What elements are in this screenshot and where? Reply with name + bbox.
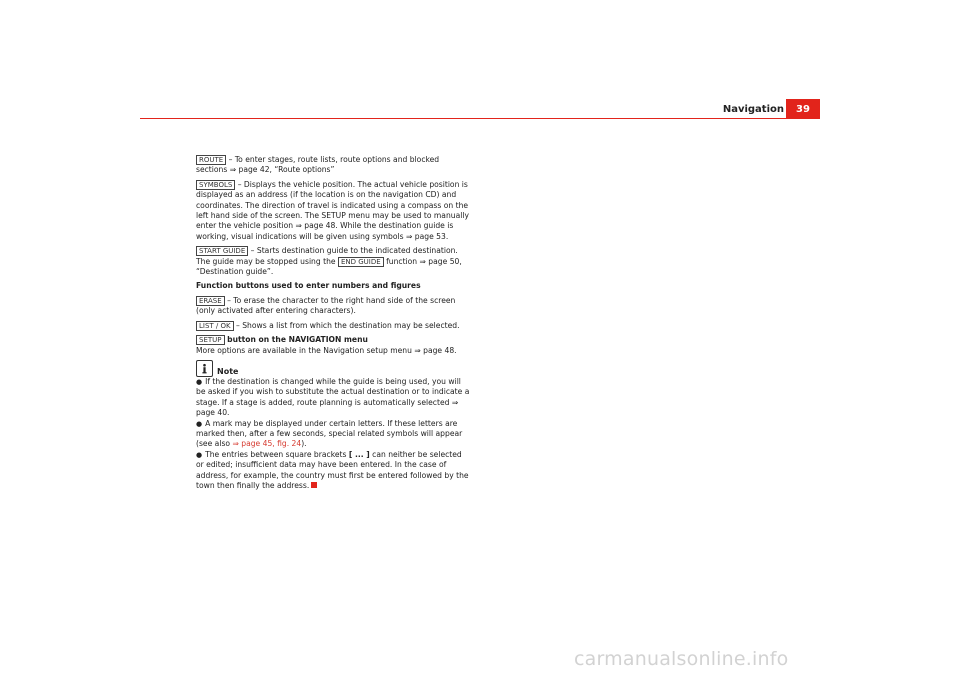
- symbols-text: – Displays the vehicle position. The actual vehicle position is displayed as an address (if the location is on the navigation CD) and coordinates. The direction of travel is indicated using a compass on the left hand side of the screen. The SETUP menu may be used to manually enter the vehicle position ⇒ page 48. While the destination guide is working, visual indications will be given using symbols ⇒ page 53.: [196, 179, 469, 241]
- page-header-title: Navigation: [722, 104, 784, 115]
- note-bullet-1: [196, 377, 471, 419]
- end-guide-button-label: END GUIDE: [338, 257, 384, 267]
- note-bullet-3-text: The entries between square brackets: [205, 449, 349, 459]
- erase-button-label: ERASE: [196, 296, 225, 306]
- end-of-section-icon: [311, 482, 317, 488]
- erase-text: – To erase the character to the right hand side of the screen (only activated after entering characters).: [196, 295, 456, 316]
- erase-paragraph: [196, 296, 471, 317]
- note-title: Note: [217, 366, 239, 376]
- note-block: [196, 360, 471, 491]
- bullet-icon: ●: [196, 419, 203, 428]
- start-guide-text-after: function ⇒ page 50, “Destination guide”.: [196, 256, 462, 277]
- start-guide-paragraph: [196, 246, 471, 277]
- symbols-button-label: SYMBOLS: [196, 180, 235, 190]
- list-ok-paragraph: [196, 321, 471, 331]
- note-heading: [196, 360, 471, 377]
- note-bullet-3: [196, 450, 471, 492]
- list-ok-text: – Shows a list from which the destination may be selected.: [233, 320, 460, 330]
- list-ok-button-label: LIST / OK: [196, 321, 234, 331]
- square-brackets-text: [ ... ]: [348, 449, 370, 459]
- note-bullet-2-end: ).: [301, 439, 307, 449]
- bullet-icon: ●: [196, 377, 203, 386]
- setup-button-label: SETUP: [196, 335, 225, 345]
- route-button-label: ROUTE: [196, 155, 226, 165]
- function-buttons-heading: Function buttons used to enter numbers and figures: [196, 281, 421, 291]
- symbols-paragraph: [196, 180, 471, 242]
- start-guide-button-label: START GUIDE: [196, 246, 248, 256]
- setup-heading: [196, 335, 471, 345]
- route-text: – To enter stages, route lists, route options and blocked sections ⇒ page 42, “Route options”: [196, 155, 440, 175]
- header-rule: [140, 118, 820, 119]
- note-bullet-1-text: If the destination is changed while the guide is being used, you will be asked if you wish to substitute the actual destination or to indicate a stage. If a stage is added, route planning is automatically selected ⇒ page 40.: [196, 376, 470, 418]
- note-bullet-2-text: A mark may be displayed under certain letters. If these letters are marked then, after a few seconds, special related symbols will appear (see also: [196, 418, 463, 449]
- route-paragraph: [196, 155, 471, 176]
- watermark-text: carmanualsonline.info: [574, 648, 789, 670]
- note-bullet-3-text-after: can neither be selected or edited; insufficient data may have been entered. In the case of address, for example, the country must first be entered followed by the town then finally the address.: [196, 449, 469, 490]
- more-options-text: More options are available in the Navigation setup menu ⇒ page 48.: [196, 345, 457, 355]
- start-guide-text: – Starts destination guide to the indicated destination. The guide may be stopped using the: [196, 246, 458, 266]
- bullet-icon: ●: [196, 450, 203, 459]
- main-content: [196, 155, 471, 491]
- setup-text: button on the NAVIGATION menu: [224, 335, 368, 345]
- page-number: 39: [786, 99, 820, 119]
- note-bullet-2: [196, 419, 471, 450]
- note-info-icon: [196, 360, 213, 377]
- page-45-link[interactable]: ⇒ page 45, fig. 24: [232, 439, 302, 449]
